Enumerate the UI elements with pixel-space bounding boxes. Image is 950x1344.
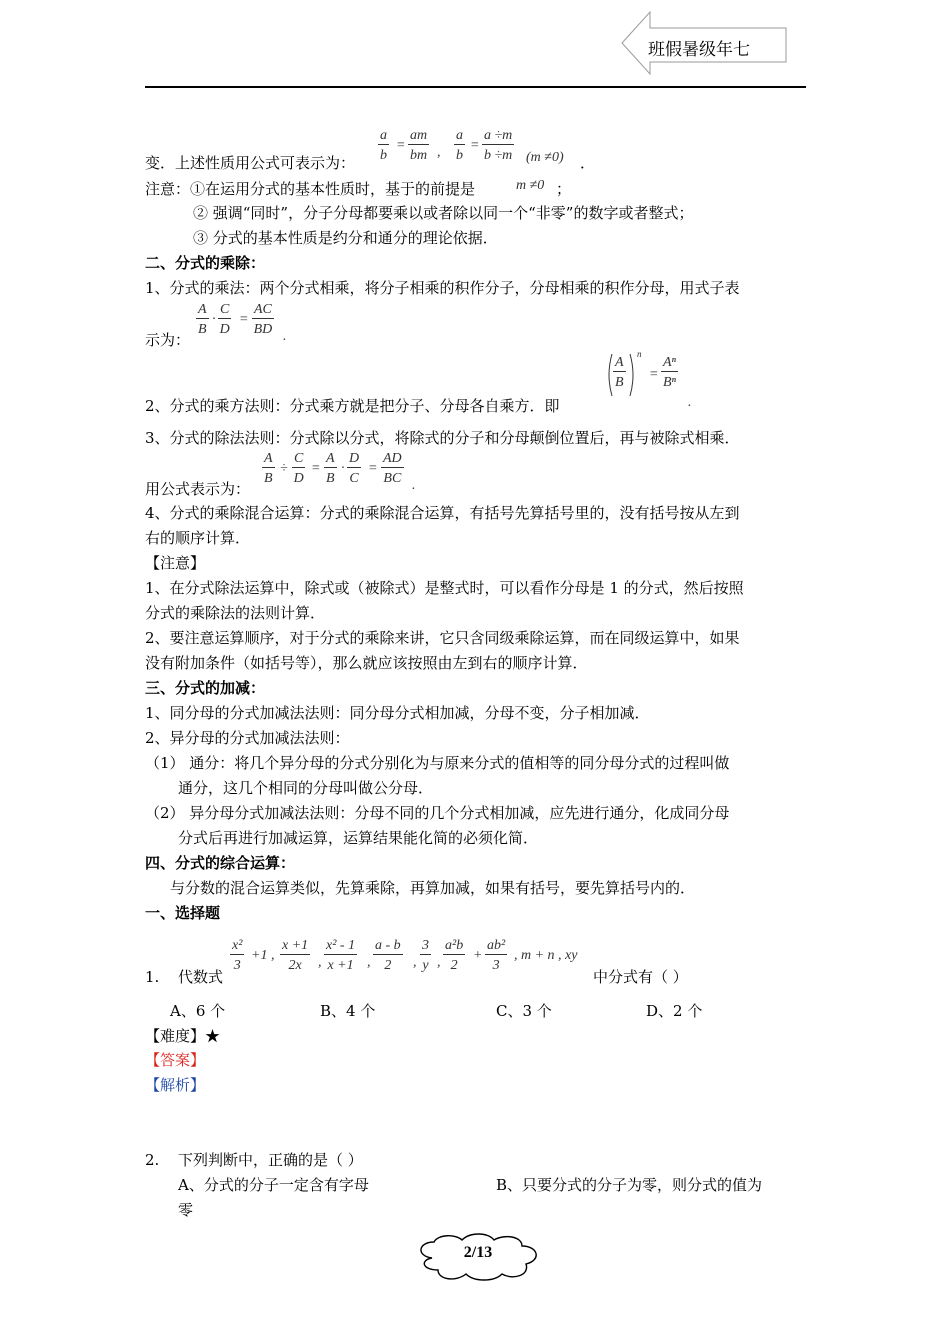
- text-line-8: 3、分式的除法法则：分式除以分式，将除式的分子和分母颠倒位置后，再与被除式相乘．: [145, 429, 740, 447]
- text-line-16: 没有附加条件（如括号等），那么就应该按照由左到右的顺序计算．: [145, 654, 588, 672]
- q1-expr-3-over-y: $\frac{3}{y}$: [422, 938, 429, 973]
- q1-expr-x2m1-over-xp1: $\frac{\text{x² - 1}}{x +1}$: [326, 938, 356, 973]
- condition-m-nonzero-2: m ≠0: [516, 178, 545, 193]
- q1-plus: +: [473, 948, 483, 963]
- formula-AC-over-BD: $\frac{AC}{BD}$: [253, 302, 273, 337]
- header-rule: [145, 86, 806, 88]
- formula-a-over-b: $\frac{a}{b}$: [380, 128, 387, 163]
- formula-A-over-B-div2: $\frac{A}{B}$: [326, 451, 335, 486]
- text-line-19: （1） 通分：将几个异分母的分式分别化为与原来分式的值相等的同分母分式的过程叫做: [145, 754, 730, 772]
- equals-sign-4: =: [649, 367, 659, 382]
- text-line-3: ② 强调“同时”，分子分母都要乘以或者除以同一个“非零”的数字或者整式；: [193, 204, 694, 222]
- text-line-11: 右的顺序计算．: [145, 529, 251, 547]
- q1-option-a[interactable]: A、6 个: [170, 1002, 226, 1020]
- q2-stem: 下列判断中，正确的是（ ）: [178, 1151, 363, 1169]
- text-line-6: 示为：: [145, 331, 191, 349]
- q1-option-b[interactable]: B、4 个: [320, 1002, 376, 1020]
- period-3: .: [412, 478, 416, 493]
- q1-expr-x2-over-3: $\frac{\text{x²}}{3}$: [232, 938, 243, 973]
- formula-D-over-C: $\frac{D}{C}$: [349, 451, 360, 486]
- q1-suffix: 中分式有（ ）: [593, 968, 688, 986]
- formula-A-over-B-power: $\frac{A}{B}$: [615, 355, 624, 390]
- text-line-23: 与分数的混合运算类似，先算乘除，再算加减，如果有括号，要先算括号内的．: [170, 879, 696, 897]
- formula-C-over-D: $\frac{C}{D}$: [219, 302, 230, 337]
- section-heading-choice: 一、选择题: [145, 904, 221, 922]
- text-line-14: 分式的乘除法的法则计算．: [145, 604, 326, 622]
- exponent-n: n: [637, 349, 642, 359]
- q1-comma-1: ,: [318, 955, 322, 970]
- q1-option-c[interactable]: C、3 个: [496, 1002, 552, 1020]
- text-line-2-tail: ；: [556, 180, 572, 198]
- q2-option-b[interactable]: B、只要分式的分子为零，则分式的值为: [496, 1176, 763, 1194]
- section-heading-4: 四、分式的综合运算：: [145, 854, 296, 872]
- q1-answer-label: 【答案】: [145, 1051, 206, 1069]
- formula-A-over-B: $\frac{A}{B}$: [198, 302, 207, 337]
- q1-expr-xp1-over-2x: $\frac{x +1}{2x}$: [282, 938, 309, 973]
- formula-AD-over-BC: $\frac{AD}{BC}$: [383, 451, 402, 486]
- formula-a-over-b-2: $\frac{a}{b}$: [456, 128, 463, 163]
- q1-difficulty: 【难度】★: [145, 1027, 221, 1045]
- q1-analysis-label: 【解析】: [145, 1076, 206, 1094]
- text-line-10: 4、分式的乘除混合运算：分式的乘除混合运算，有括号先算括号里的，没有括号按从左到: [145, 504, 740, 522]
- text-line-9: 用公式表示为：: [145, 480, 251, 498]
- comma-1: ,: [437, 145, 441, 160]
- text-line-18: 2、异分母的分式加减法法则：: [145, 729, 350, 747]
- section-heading-2: 二、分式的乘除：: [145, 254, 266, 272]
- q1-number: 1.: [145, 968, 160, 986]
- text-line-17: 1、同分母的分式加减法法则：同分母分式相加减，分母不变，分子相加减．: [145, 704, 650, 722]
- q1-option-d[interactable]: D、2 个: [646, 1002, 703, 1020]
- text-line-15: 2、要注意运算顺序，对于分式的乘除来讲，它只含同级乘除运算，而在同级运算中，如果: [145, 629, 740, 647]
- formula-C-over-D-div: $\frac{C}{D}$: [293, 451, 304, 486]
- equals-sign-1: =: [396, 138, 406, 153]
- equals-sign-5: =: [311, 461, 321, 476]
- q1-comma-3: ,: [413, 955, 417, 970]
- equals-sign-3: =: [239, 312, 249, 327]
- header-tag-text: 班假暑级年七: [648, 40, 750, 60]
- text-line-4: ③ 分式的基本性质是约分和通分的理论依据．: [193, 229, 498, 247]
- q1-expr-amb-over-2: $\frac{a - b}{2}$: [375, 938, 401, 973]
- period-2: .: [688, 395, 692, 410]
- text-line-7: 2、分式的乘方法则：分式乘方就是把分子、分母各自乘方．即: [145, 397, 560, 415]
- formula-adivm-over-bdivm: $\frac{a \div m}{b \div m}$: [484, 128, 513, 163]
- dot-2: ·: [341, 461, 345, 476]
- formula-am-over-bm: $\frac{am}{bm}$: [410, 128, 428, 163]
- q2-option-a[interactable]: A、分式的分子一定含有字母: [178, 1176, 369, 1194]
- q2-number: 2.: [145, 1151, 160, 1169]
- text-line-13: 1、在分式除法运算中，除式或（被除式）是整式时，可以看作分母是 1 的分式，然后按照: [145, 579, 744, 597]
- text-line-21: （2） 异分母分式加减法法则：分母不同的几个分式相加减，应先进行通分，化成同分母: [145, 804, 730, 822]
- q1-tail-terms: , m + n , xy: [514, 948, 578, 963]
- q1-comma-2: ,: [367, 955, 371, 970]
- q1-prefix: 代数式: [178, 968, 224, 986]
- text-line-1-tail: ．: [580, 154, 596, 172]
- period-1: .: [283, 329, 287, 344]
- equals-sign-6: =: [368, 461, 378, 476]
- section-heading-3: 三、分式的加减：: [145, 679, 266, 697]
- q1-comma-4: ,: [437, 955, 441, 970]
- text-line-20: 通分，这几个相同的分母叫做公分母．: [178, 779, 434, 797]
- formula-A-over-B-div: $\frac{A}{B}$: [264, 451, 273, 486]
- text-line-1: 变．上述性质用公式可表示为：: [145, 154, 356, 172]
- text-line-5: 1、分式的乘法：两个分式相乘，将分子相乘的积作分子，分母相乘的积作分母，用式子表: [145, 279, 740, 297]
- q1-expr-a2b-over-2: $\frac{\text{a²b}}{2}$: [445, 938, 464, 973]
- divide-sign: ÷: [280, 461, 288, 476]
- note-heading: 【注意】: [145, 554, 206, 572]
- condition-m-nonzero: (m ≠0): [526, 150, 564, 165]
- equals-sign-2: =: [470, 138, 480, 153]
- text-line-2: 注意：①在运用分式的基本性质时，基于的前提是: [145, 180, 476, 198]
- dot-1: ·: [212, 312, 216, 327]
- page-number: 2/13: [463, 1244, 493, 1261]
- q2-option-b-cont: 零: [178, 1201, 194, 1219]
- text-line-22: 分式后再进行加减运算，运算结果能化简的必须化简．: [178, 829, 539, 847]
- q1-expr-ab2-over-3: $\frac{\text{ab²}}{3}$: [487, 938, 506, 973]
- formula-An-over-Bn: $\frac{\text{Aⁿ}}{\text{Bⁿ}}$: [663, 355, 676, 390]
- q1-plus-one: +1 ,: [251, 948, 275, 963]
